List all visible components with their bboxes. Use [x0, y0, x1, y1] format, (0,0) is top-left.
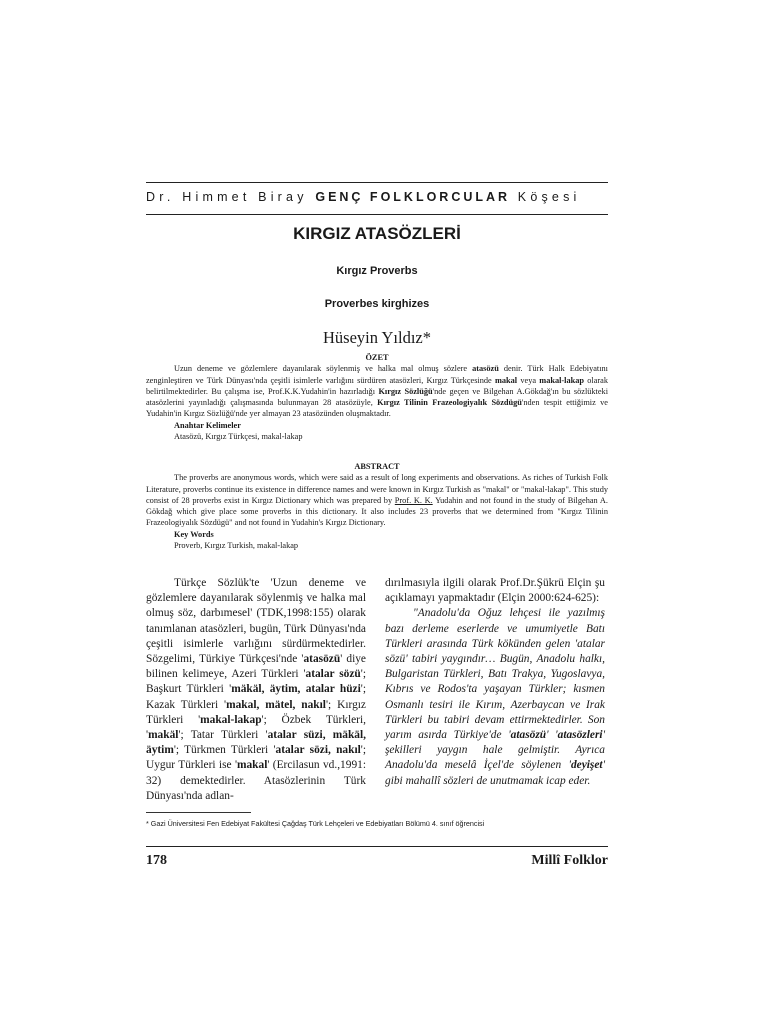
abstract-section — [146, 461, 608, 551]
header-section-suffix: Köşesi — [517, 190, 581, 204]
body-quote: "Anadolu'da Oğuz lehçesi ile yazılmış bazı derleme eserlerde ve umumiyetle Batı Türkleri arasında Türk kökünden gelen 'atalar sözü' tabiri yaygındır… Bugün, Anadolu halkı, Bulgaristan Türkleri, Batı Trakya, Yugoslavya, Kıbrıs ve Rodos'ta yaşayan Türkler; kısmen Osmanlı tesiri ile Kırım, Azerbaycan ve Irak Türkleri bu tabiri devam ettirmektedirler. Son yarım asırda Türkiye'de 'atasözü' 'atasözleri' şekilleri yaygın hale gelmiştir. Ayrıca Anadolu'da meselâ İçel'de söylenen 'deyişet' gibi mahallî sözleri de unutmamak icap eder. — [385, 607, 605, 787]
header-top-rule — [146, 182, 608, 183]
journal-name: Millî Folklor — [531, 853, 608, 868]
body-paragraph-left: Türkçe Sözlük'te 'Uzun deneme ve gözlemlere dayanılarak söylenmiş ve halka mal olmuş söz, darbımesel' (TDK,1998:155) olarak tanımlanan atasözleri, bugün, Türk Dünyası'nda çeşitli isimlerle varlığını sürdürmektedirler. Sözgelimi, Türkiye Türkçesi'nde 'atasözü' diye bilinen kelimeye, Azeri Türkleri 'atalar sözü'; Başkurt Türkleri 'mäkäl, äytim, atalar hüzi'; Kazak Türkleri 'makal, mätel, nakıl'; Kırgız Türkleri 'makal-lakap'; Özbek Türkleri, 'makäl'; Tatar Türkleri 'atalar süzi, mäkäl, äytim'; Türkmen Türkleri 'atalar sözi, nakıl'; Uygur Türkleri ise 'makal' (Ercilasun vd.,1991: 32) demektedirler. Atasözlerinin Türk Dünyası'nda adlan- — [146, 577, 367, 802]
body-paragraph-right: dırılmasıyla ilgili olarak Prof.Dr.Şükrü Elçin şu açıklamayı yapmaktadır (Elçin 2000:624-625): — [385, 577, 605, 605]
footnote: * Gazi Üniversitesi Fen Edebiyat Fakültesi Çağdaş Türk Lehçeleri ve Edebiyatları Bölümü 4. sınıf öğrencisi — [146, 819, 485, 828]
body-column-right — [385, 576, 605, 789]
header-author: Dr. Himmet Biray — [146, 190, 308, 204]
ozet-keywords: Atasözü, Kırgız Türkçesi, makal-lakap — [174, 432, 303, 442]
article-author: Hüseyin Yıldız* — [323, 328, 431, 347]
abstract-heading: ABSTRACT — [354, 462, 400, 471]
article-subtitle-fr: Proverbes kirghizes — [324, 298, 430, 310]
header-bottom-rule — [146, 214, 608, 215]
header-section-title: GENÇ FOLKLORCULAR — [315, 190, 511, 204]
abstract-keywords: Proverb, Kırgız Turkish, makal-lakap — [174, 541, 299, 551]
ozet-section — [146, 352, 608, 442]
article-title: KIRGIZ ATASÖZLERİ — [293, 224, 461, 243]
ozet-keywords-heading: Anahtar Kelimeler — [174, 420, 241, 430]
footnote-rule — [146, 812, 251, 813]
article-subtitle-en: Kırgız Proverbs — [336, 265, 418, 277]
section-header — [146, 190, 608, 204]
body-column-left — [146, 576, 366, 804]
ozet-paragraph: Uzun deneme ve gözlemlere dayanılarak söylenmiş ve halka mal olmuş sözlere atasözü denir. Türk Halk Edebiyatını zenginleştiren ve Türk Dünyası'nda çeşitli isimlerle varlığını sürdüren atasözleri, Kırgız Türkçesinde makal veya makal-lakap olarak belirtilmektedirler. Bu çalışma ise, Prof.K.K.Yudahin'in hazırladığı Kırgız Sözlüğü'nde geçen ve Bilgehan A.Gökdağ'ın bu sözlükteki atasözlerini yayınladığı çalışmasında bulunmayan 28 atasözüyle, Kırgız Tilinin Frazeologiyalık Sözdügü'nden tespit ettiğimiz ve Yudahin'in Kırgız Sözlüğü'nde yer almayan 23 atasözünden oluşmaktadır. — [146, 364, 609, 419]
page-number: 178 — [146, 853, 167, 868]
abstract-keywords-heading: Key Words — [174, 529, 214, 539]
ozet-heading: ÖZET — [365, 353, 389, 362]
footer-rule — [146, 846, 608, 847]
abstract-paragraph: The proverbs are anonymous words, which were said as a result of long experiments and observations. As riches of Turkish Folk Literature, proverbs continue its existence in difference names and were known in Kırgız Turkish as "makal" or "makal-lakap". This study consist of 28 proverbs exist in Kırgız Dictionary which was prepared by Prof. K. K. Yudahin and not found in the study of Bilgehan A. Gökdağ which give place some proverbs in this dictionary. It also includes 23 proverbs that we determined from "Kırgız Tilinin Frazeologiyalık Sözdügü" and not found in Yudahin's Kırgız Dictionary. — [146, 473, 608, 528]
